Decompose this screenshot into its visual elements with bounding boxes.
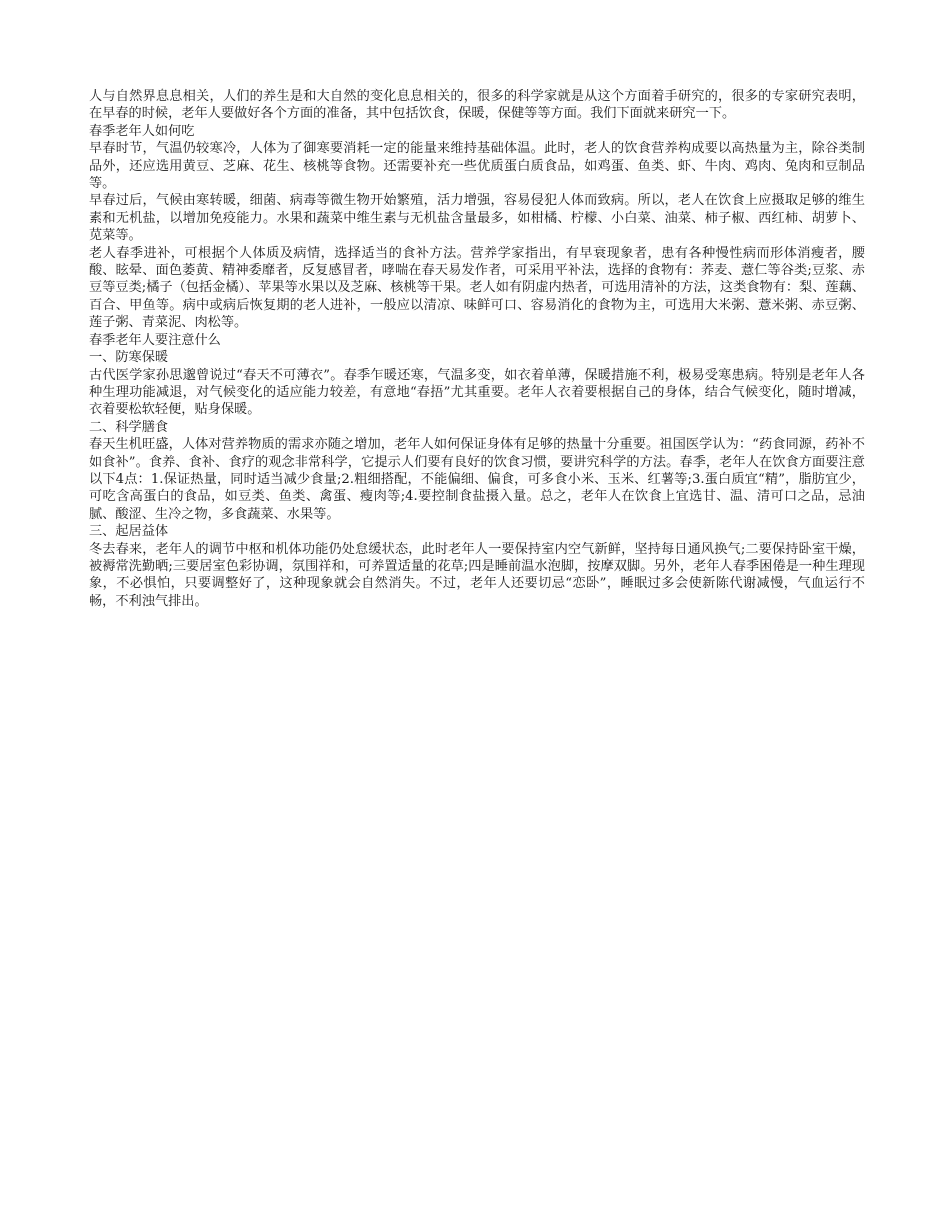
document-body <box>89 88 865 610</box>
section-heading-precautions: 春季老年人要注意什么 <box>89 332 221 348</box>
paragraph-tonic: 老人春季进补，可根据个人体质及病情，选择适当的食补方法。营养学家指出，有早衰现象者，患有各种慢性病而形体消瘦者，腰酸、眩晕、面色萎黄、精神委靡者，反复感冒者，哮喘在春天易发作者，可采用平补法，选择的食物有：荞麦、薏仁等谷类;豆浆、赤豆等豆类;橘子（包括金橘）、苹果等水果以及芝麻、核桃等干果。老人如有阴虚内热者，可选用清补的方法，这类食物有：梨、莲藕、百合、甲鱼等。病中或病后恢复期的老人进补，一般应以清凉、味鲜可口、容易消化的食物为主，可选用大米粥、薏米粥、赤豆粥、莲子粥、青菜泥、肉松等。 <box>89 245 865 331</box>
subheading-scientific-diet: 二、科学膳食 <box>89 419 169 435</box>
paragraph-daily-living: 冬去春来，老年人的调节中枢和机体功能仍处怠缓状态，此时老年人一要保持室内空气新鲜，坚持每日通风换气;二要保持卧室干燥，被褥常洗勤晒;三要居室色彩协调，氛围祥和，可养置适量的花草;四是睡前温水泡脚，按摩双脚。另外，老年人春季困倦是一种生理现象，不必惧怕，只要调整好了，这种现象就会自然消失。不过，老年人还要切忌“恋卧”，睡眠过多会使新陈代谢减慢，气血运行不畅，不利浊气排出。 <box>89 541 865 609</box>
subheading-daily-living: 三、起居益体 <box>89 524 169 540</box>
section-heading-diet: 春季老年人如何吃 <box>89 123 195 139</box>
paragraph-keep-warm: 古代医学家孙思邈曾说过“春天不可薄衣”。春季乍暖还寒，气温多变，如衣着单薄，保暖措施不利，极易受寒患病。特别是老年人各种生理功能减退，对气候变化的适应能力较差，有意地“春捂”尤其重要。老年人衣着要根据自己的身体，结合气候变化，随时增减，衣着要松软轻便，贴身保暖。 <box>89 367 865 418</box>
paragraph-scientific-diet: 春天生机旺盛，人体对营养物质的需求亦随之增加，老年人如何保证身体有足够的热量十分重要。祖国医学认为：“药食同源，药补不如食补”。食养、食补、食疗的观念非常科学，它提示人们要有良好的饮食习惯，要讲究科学的方法。春季，老年人在饮食方面要注意以下4点：1.保证热量，同时适当减少食量;2.粗细搭配，不能偏细、偏食，可多食小米、玉米、红薯等;3.蛋白质宜“精”，脂肪宜少，可吃含高蛋白的食品，如豆类、鱼类、禽蛋、瘦肉等;4.要控制食盐摄入量。总之，老年人在饮食上宜选甘、温、清可口之品，忌油腻、酸涩、生冷之物，多食蔬菜、水果等。 <box>89 437 865 522</box>
paragraph-vitamins: 早春过后，气候由寒转暖，细菌、病毒等微生物开始繁殖，活力增强，容易侵犯人体而致病。所以，老人在饮食上应摄取足够的维生素和无机盐，以增加免疫能力。水果和蔬菜中维生素与无机盐含量最多，如柑橘、柠檬、小白菜、油菜、柿子椒、西红柿、胡萝卜、苋菜等。 <box>89 193 865 244</box>
subheading-keep-warm: 一、防寒保暖 <box>89 350 169 366</box>
intro-paragraph: 人与自然界息息相关，人们的养生是和大自然的变化息息相关的，很多的科学家就是从这个方面着手研究的，很多的专家研究表明，在早春的时候，老年人要做好各个方面的准备，其中包括饮食，保暖，保健等等方面。我们下面就来研究一下。 <box>89 89 865 122</box>
paragraph-early-spring-diet: 早春时节，气温仍较寒冷，人体为了御寒要消耗一定的能量来维持基础体温。此时，老人的饮食营养构成要以高热量为主，除谷类制品外，还应选用黄豆、芝麻、花生、核桃等食物。还需要补充一些优质蛋白质食品，如鸡蛋、鱼类、虾、牛肉、鸡肉、兔肉和豆制品等。 <box>89 141 865 192</box>
